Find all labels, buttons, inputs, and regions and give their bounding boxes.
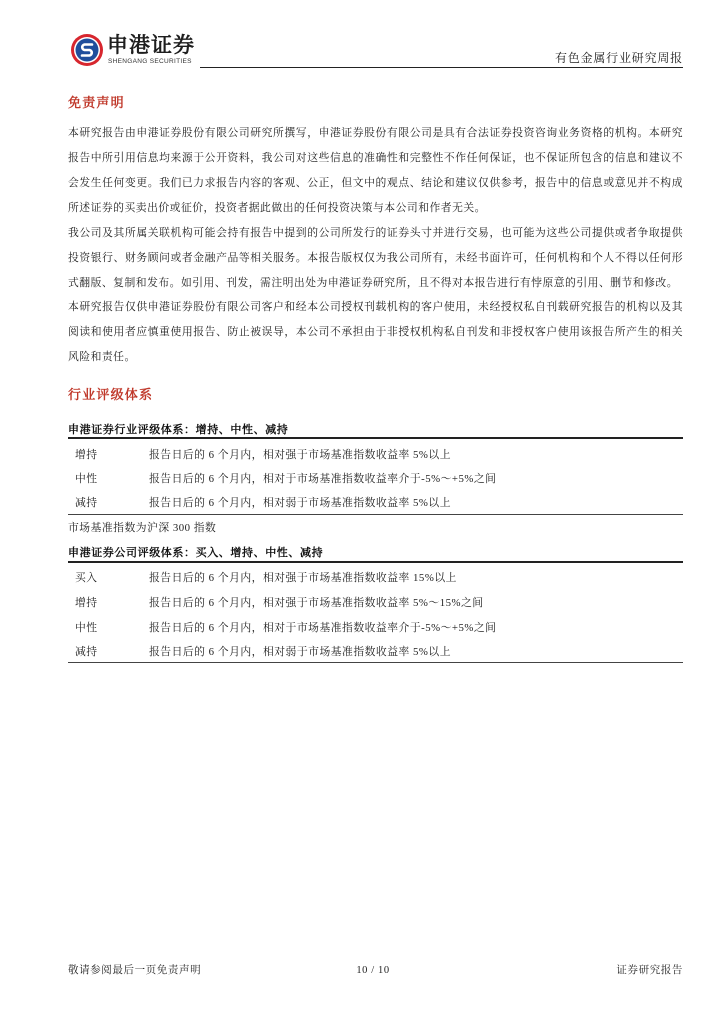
rating-description: 报告日后的 6 个月内，相对强于市场基准指数收益率 15%以上 <box>149 572 457 584</box>
rating-label: 增持 <box>75 449 98 461</box>
rating-description: 报告日后的 6 个月内，相对于市场基准指数收益率介于-5%～+5%之间 <box>149 622 497 634</box>
table-divider <box>68 662 683 663</box>
rating-label: 减持 <box>75 497 98 509</box>
company-rating-row <box>68 591 683 615</box>
brand-name: 申港证券 <box>107 34 195 57</box>
industry-rating-heading: 申港证券行业评级体系：增持、中性、减持 <box>68 424 289 436</box>
company-rating-row <box>68 616 683 640</box>
rating-label: 买入 <box>75 572 98 584</box>
page-number: 10 / 10 <box>356 965 390 976</box>
footer-disclaimer-note: 敬请参阅最后一页免责声明 <box>68 965 202 976</box>
rating-description: 报告日后的 6 个月内，相对强于市场基准指数收益率 5%以上 <box>149 449 452 461</box>
industry-rating-row <box>68 443 683 467</box>
rating-description: 报告日后的 6 个月内，相对弱于市场基准指数收益率 5%以上 <box>149 646 452 658</box>
industry-rating-row <box>68 491 683 515</box>
disclaimer-paragraph-1: 本研究报告由申港证券股份有限公司研究所撰写，申港证券股份有限公司是具有合法证券投资咨询业务资格的机构。本研究报告中所引用信息均来源于公开资料，我公司对这些信息的准确性和完整性不作任何保证，也不保证所包含的信息和建议不会发生任何变更。我们已力求报告内容的客观、公正，但文中的观点、结论和建议仅供参考，报告中的信息或意见并不构成所述证券的买卖出价或征价，投资者据此做出的任何投资决策与本公司和作者无关。 <box>68 127 683 214</box>
company-rating-row <box>68 640 683 664</box>
brand-logo-icon <box>70 33 104 67</box>
company-rating-row <box>68 566 683 590</box>
rating-label: 增持 <box>75 597 98 609</box>
disclaimer-paragraph-3: 本研究报告仅供申港证券股份有限公司客户和经本公司授权刊载机构的客户使用，未经授权私自刊载研究报告的机构以及其阅读和使用者应慎重使用报告、防止被误导，本公司不承担由于非授权机构私自刊发和非授权客户使用该报告所产生的相关风险和责任。 <box>68 301 683 363</box>
table-divider <box>68 437 683 439</box>
report-type-label: 有色金属行业研究周报 <box>554 51 683 65</box>
rating-description: 报告日后的 6 个月内，相对于市场基准指数收益率介于-5%～+5%之间 <box>149 473 497 485</box>
industry-rating-row <box>68 467 683 491</box>
rating-system-title: 行业评级体系 <box>68 387 154 402</box>
disclaimer-paragraph-2: 我公司及其所属关联机构可能会持有报告中提到的公司所发行的证券头寸并进行交易，也可能为这些公司提供或者争取提供投资银行、财务顾问或者金融产品等相关服务。本报告版权仅为我公司所有，未经书面许可，任何机构和个人不得以任何形式翻版、复制和发布。如引用、刊发，需注明出处为申港证券研究所，且不得对本报告进行有悖原意的引用、删节和修改。 <box>68 227 683 289</box>
table-divider <box>68 561 683 563</box>
header-divider <box>200 67 683 68</box>
rating-label: 减持 <box>75 646 98 658</box>
disclaimer-title: 免责声明 <box>68 95 125 110</box>
footer-report-label: 证券研究报告 <box>616 965 683 976</box>
table-divider <box>68 514 683 515</box>
benchmark-note: 市场基准指数为沪深 300 指数 <box>68 522 217 534</box>
rating-description: 报告日后的 6 个月内，相对弱于市场基准指数收益率 5%以上 <box>149 497 452 509</box>
company-rating-heading: 申港证券公司评级体系：买入、增持、中性、减持 <box>68 547 324 559</box>
brand-subtitle: SHENGANG SECURITIES <box>108 58 192 65</box>
rating-label: 中性 <box>75 473 98 485</box>
rating-label: 中性 <box>75 622 98 634</box>
rating-description: 报告日后的 6 个月内，相对强于市场基准指数收益率 5%～15%之间 <box>149 597 484 609</box>
